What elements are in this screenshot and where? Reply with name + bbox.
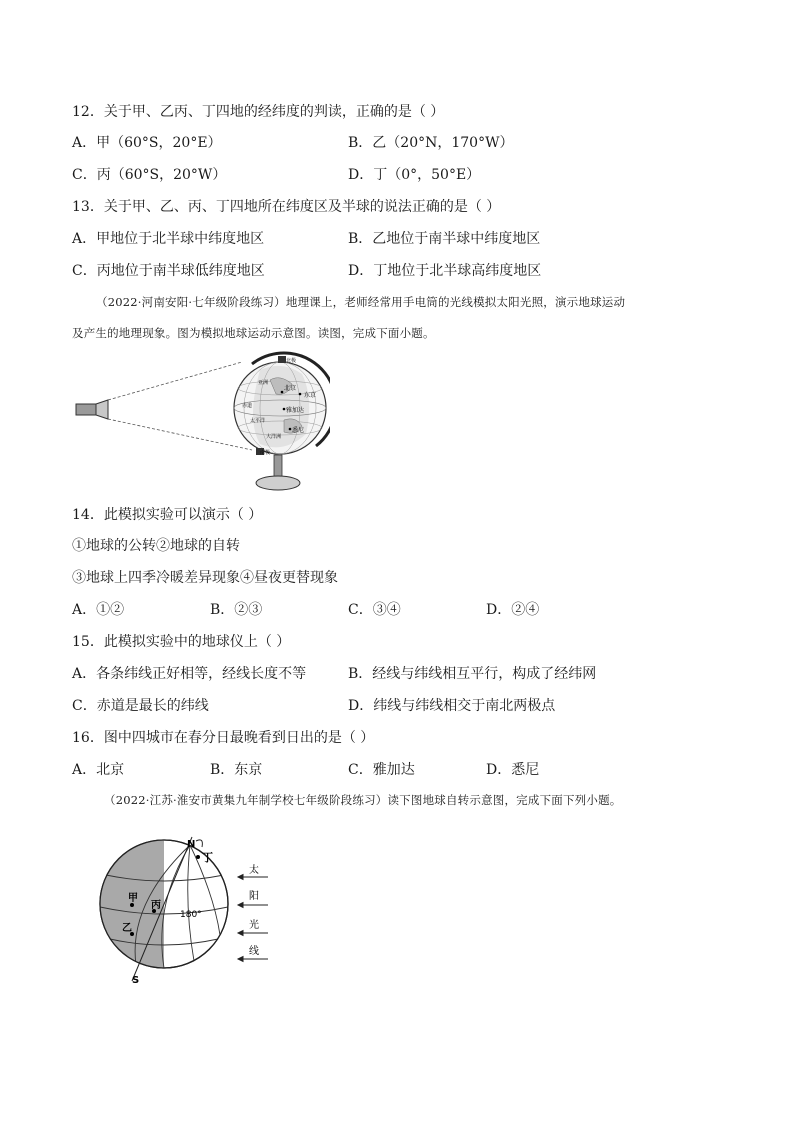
earth-label-bing: 丙	[151, 900, 161, 911]
q14-option-a[interactable]: A．①②	[72, 602, 125, 618]
light-label-2: 线	[249, 946, 259, 957]
q16-stem: 16．图中四城市在春分日最晚看到日出的是（ ）	[72, 730, 375, 746]
light-label-1: 光	[249, 920, 259, 931]
q14-statement-line-1: ①地球的公转②地球的自转	[72, 538, 240, 554]
globe-label-south-pole: 南极	[260, 450, 271, 456]
q13-option-c[interactable]: C．丙地位于南半球低纬度地区	[72, 263, 265, 279]
q15-option-b[interactable]: B．经线与纬线相互平行，构成了经纬网	[348, 666, 597, 682]
globe-flashlight-figure	[70, 350, 330, 495]
globe-stand	[256, 455, 300, 490]
q13-stem: 13．关于甲、乙、丙、丁四地所在纬度区及半球的说法正确的是（ ）	[72, 199, 501, 215]
q16-option-b[interactable]: B．东京	[210, 762, 263, 778]
globe-label-ocean: 太平洋	[250, 418, 266, 424]
globe-label-australia: 大洋洲	[266, 434, 282, 440]
globe-label-tokyo: 东京	[304, 392, 317, 399]
q15-option-a[interactable]: A．各条纬线正好相等，经线长度不等	[72, 666, 307, 682]
q14-stem: 14．此模拟实验可以演示（ ）	[72, 507, 263, 523]
earth-label-ding: 丁	[202, 851, 213, 864]
earth-rotation-figure	[92, 835, 292, 985]
globe-label-eurasia: 亚洲	[258, 380, 269, 386]
q12-stem: 12．关于甲、乙丙、丁四地的经纬度的判读，正确的是（ ）	[72, 104, 445, 120]
globe-label-north-pole: 北极	[286, 358, 297, 364]
intro-1-line-1: （2022·河南安阳·七年级阶段练习）地理课上，老师经常用手电筒的光线模拟太阳光照，演示地球运动	[96, 295, 626, 309]
q16-option-c[interactable]: C．雅加达	[348, 762, 415, 778]
intro-2-line-1: （2022·江苏·淮安市黄集九年制学校七年级阶段练习）读下图地球自转示意图，完成下面下列小题。	[104, 793, 622, 807]
globe-label-sydney: 悉尼	[292, 427, 305, 434]
q12-option-b[interactable]: B．乙（20°N，170°W）	[348, 135, 514, 151]
sun-label-1: 太	[249, 865, 259, 876]
earth-label-jia: 甲	[128, 893, 138, 904]
q15-option-c[interactable]: C．赤道是最长的纬线	[72, 698, 209, 714]
q16-option-a[interactable]: A．北京	[72, 762, 125, 778]
globe-label-jakarta: 雅加达	[286, 407, 305, 414]
q12-option-a[interactable]: A．甲（60°S，20°E）	[72, 135, 222, 151]
q15-option-d[interactable]: D．纬线与纬线相交于南北两极点	[348, 698, 556, 714]
q12-option-d[interactable]: D．丁（0°，50°E）	[348, 167, 481, 183]
q13-option-d[interactable]: D．丁地位于北半球高纬度地区	[348, 263, 542, 279]
globe	[234, 353, 330, 456]
earth-label-yi: 乙	[122, 923, 132, 934]
q13-option-a[interactable]: A．甲地位于北半球中纬度地区	[72, 231, 265, 247]
q14-option-b[interactable]: B．②③	[210, 602, 263, 618]
earth-label-180-degree: 180°	[180, 910, 202, 920]
sun-label-2: 阳	[249, 891, 259, 902]
q13-option-b[interactable]: B．乙地位于南半球中纬度地区	[348, 231, 541, 247]
earth-label-n: N	[187, 839, 196, 850]
q14-option-c[interactable]: C．③④	[348, 602, 401, 618]
flashlight-icon	[76, 400, 108, 419]
intro-1-line-2: 及产生的地理现象。图为模拟地球运动示意图。读图，完成下面小题。	[72, 326, 435, 340]
q12-option-c[interactable]: C．丙（60°S，20°W）	[72, 167, 227, 183]
q14-option-d[interactable]: D．②④	[486, 602, 540, 618]
q16-option-d[interactable]: D．悉尼	[486, 762, 540, 778]
earth-label-s: S	[132, 975, 140, 985]
globe-label-equator: 赤道	[242, 403, 253, 409]
globe-label-beijing: 北京	[284, 385, 297, 392]
q15-stem: 15．此模拟实验中的地球仪上（ ）	[72, 634, 291, 650]
q14-statement-line-2: ③地球上四季冷暖差异现象④昼夜更替现象	[72, 570, 338, 586]
